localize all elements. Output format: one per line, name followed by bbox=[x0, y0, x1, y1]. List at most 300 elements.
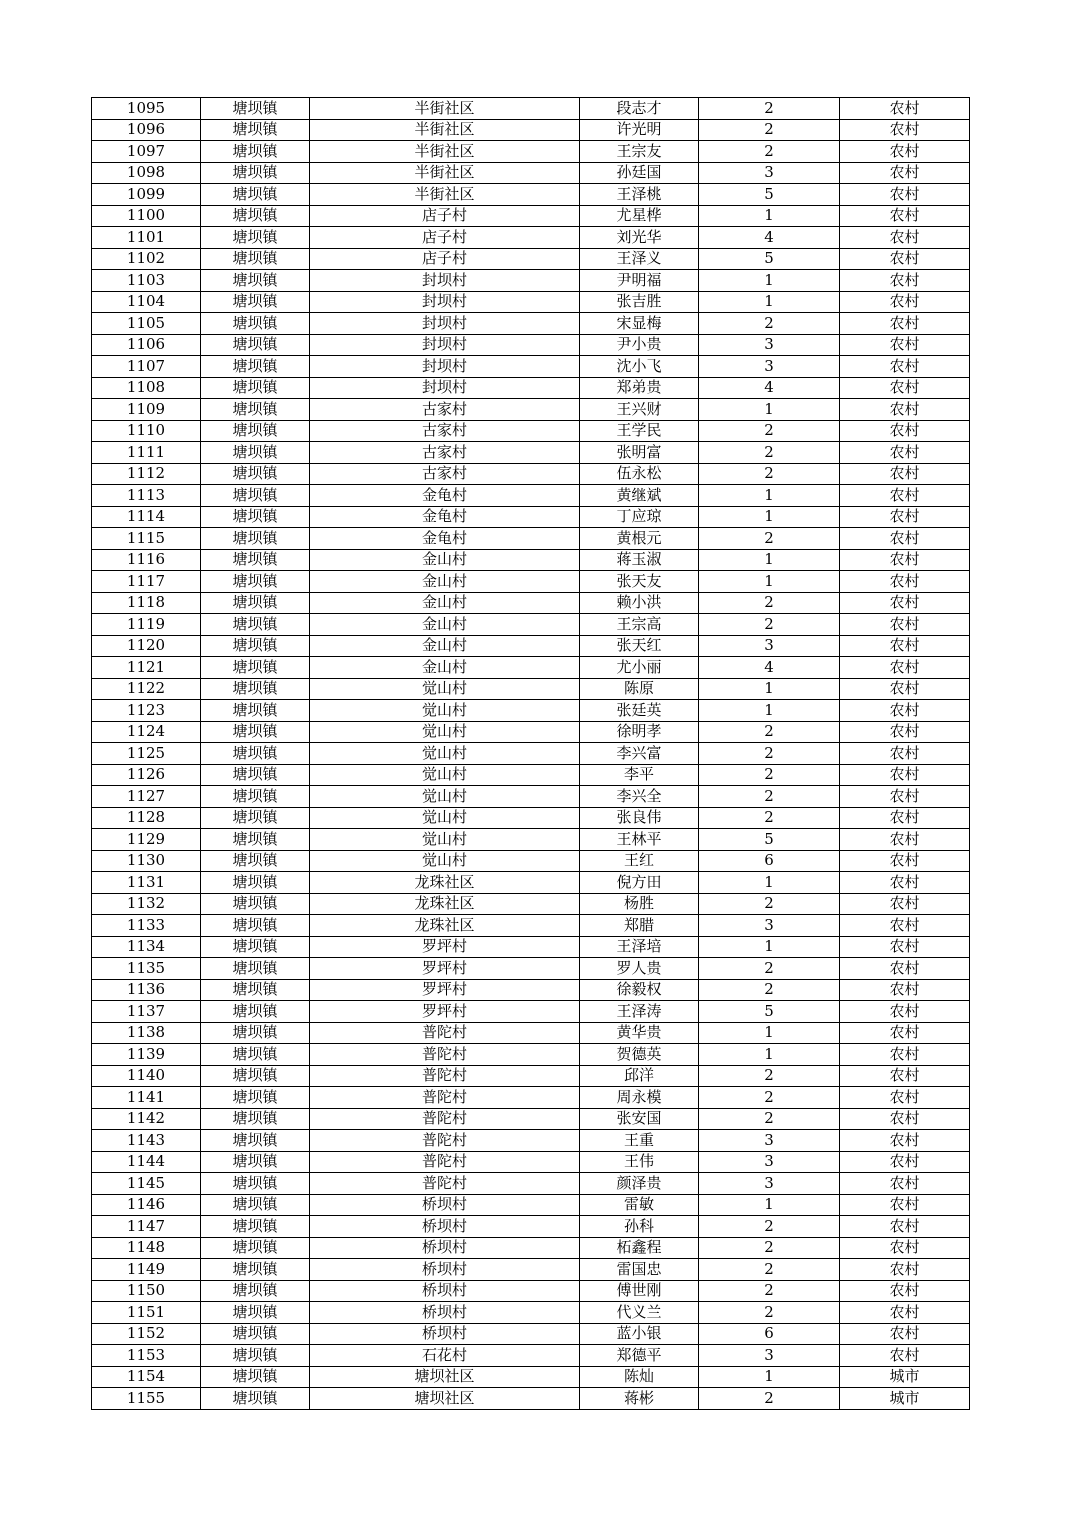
table-row bbox=[92, 721, 970, 743]
area-type-cell: 城市 bbox=[840, 1366, 970, 1388]
village-cell: 罗坪村 bbox=[310, 958, 580, 980]
row-number-cell: 1152 bbox=[92, 1323, 201, 1345]
table-row bbox=[92, 1001, 970, 1023]
household-size-cell: 1 bbox=[699, 270, 840, 292]
town-cell: 塘坝镇 bbox=[201, 98, 310, 120]
village-cell: 桥坝村 bbox=[310, 1280, 580, 1302]
name-cell: 王伟 bbox=[580, 1151, 699, 1173]
table-row bbox=[92, 1259, 970, 1281]
row-number-cell: 1107 bbox=[92, 356, 201, 378]
table-row bbox=[92, 807, 970, 829]
town-cell: 塘坝镇 bbox=[201, 528, 310, 550]
village-cell: 觉山村 bbox=[310, 700, 580, 722]
row-number-cell: 1132 bbox=[92, 893, 201, 915]
row-number-cell: 1119 bbox=[92, 614, 201, 636]
table-row bbox=[92, 1345, 970, 1367]
table-row bbox=[92, 743, 970, 765]
row-number-cell: 1150 bbox=[92, 1280, 201, 1302]
name-cell: 代义兰 bbox=[580, 1302, 699, 1324]
name-cell: 罗人贵 bbox=[580, 958, 699, 980]
area-type-cell: 农村 bbox=[840, 205, 970, 227]
row-number-cell: 1117 bbox=[92, 571, 201, 593]
row-number-cell: 1097 bbox=[92, 141, 201, 163]
village-cell: 金龟村 bbox=[310, 528, 580, 550]
area-type-cell: 农村 bbox=[840, 1216, 970, 1238]
area-type-cell: 农村 bbox=[840, 248, 970, 270]
table-row bbox=[92, 592, 970, 614]
table-row bbox=[92, 549, 970, 571]
row-number-cell: 1145 bbox=[92, 1173, 201, 1195]
table-row bbox=[92, 1194, 970, 1216]
name-cell: 杨胜 bbox=[580, 893, 699, 915]
row-number-cell: 1105 bbox=[92, 313, 201, 335]
village-cell: 普陀村 bbox=[310, 1022, 580, 1044]
row-number-cell: 1120 bbox=[92, 635, 201, 657]
name-cell: 蒋彬 bbox=[580, 1388, 699, 1410]
village-cell: 普陀村 bbox=[310, 1108, 580, 1130]
name-cell: 蒋玉淑 bbox=[580, 549, 699, 571]
town-cell: 塘坝镇 bbox=[201, 1001, 310, 1023]
row-number-cell: 1147 bbox=[92, 1216, 201, 1238]
household-size-cell: 3 bbox=[699, 1130, 840, 1152]
row-number-cell: 1121 bbox=[92, 657, 201, 679]
name-cell: 雷敏 bbox=[580, 1194, 699, 1216]
household-size-cell: 3 bbox=[699, 1345, 840, 1367]
row-number-cell: 1100 bbox=[92, 205, 201, 227]
town-cell: 塘坝镇 bbox=[201, 1044, 310, 1066]
row-number-cell: 1101 bbox=[92, 227, 201, 249]
row-number-cell: 1113 bbox=[92, 485, 201, 507]
household-size-cell: 5 bbox=[699, 184, 840, 206]
village-cell: 金山村 bbox=[310, 592, 580, 614]
household-size-cell: 1 bbox=[699, 549, 840, 571]
table-row bbox=[92, 614, 970, 636]
area-type-cell: 农村 bbox=[840, 1001, 970, 1023]
village-cell: 龙珠社区 bbox=[310, 872, 580, 894]
name-cell: 邱洋 bbox=[580, 1065, 699, 1087]
town-cell: 塘坝镇 bbox=[201, 1259, 310, 1281]
town-cell: 塘坝镇 bbox=[201, 1323, 310, 1345]
town-cell: 塘坝镇 bbox=[201, 334, 310, 356]
area-type-cell: 农村 bbox=[840, 227, 970, 249]
row-number-cell: 1106 bbox=[92, 334, 201, 356]
village-cell: 普陀村 bbox=[310, 1173, 580, 1195]
household-size-cell: 2 bbox=[699, 614, 840, 636]
town-cell: 塘坝镇 bbox=[201, 850, 310, 872]
row-number-cell: 1151 bbox=[92, 1302, 201, 1324]
village-cell: 桥坝村 bbox=[310, 1194, 580, 1216]
table-row bbox=[92, 377, 970, 399]
household-size-cell: 2 bbox=[699, 1065, 840, 1087]
village-cell: 封坝村 bbox=[310, 334, 580, 356]
name-cell: 雷国忠 bbox=[580, 1259, 699, 1281]
household-size-cell: 1 bbox=[699, 1194, 840, 1216]
area-type-cell: 农村 bbox=[840, 119, 970, 141]
row-number-cell: 1115 bbox=[92, 528, 201, 550]
area-type-cell: 农村 bbox=[840, 162, 970, 184]
table-row bbox=[92, 786, 970, 808]
town-cell: 塘坝镇 bbox=[201, 1065, 310, 1087]
town-cell: 塘坝镇 bbox=[201, 807, 310, 829]
village-cell: 觉山村 bbox=[310, 850, 580, 872]
area-type-cell: 农村 bbox=[840, 678, 970, 700]
row-number-cell: 1153 bbox=[92, 1345, 201, 1367]
village-cell: 普陀村 bbox=[310, 1151, 580, 1173]
household-size-cell: 4 bbox=[699, 657, 840, 679]
row-number-cell: 1098 bbox=[92, 162, 201, 184]
area-type-cell: 城市 bbox=[840, 1388, 970, 1410]
row-number-cell: 1130 bbox=[92, 850, 201, 872]
village-cell: 普陀村 bbox=[310, 1087, 580, 1109]
household-size-cell: 2 bbox=[699, 786, 840, 808]
town-cell: 塘坝镇 bbox=[201, 657, 310, 679]
table-row bbox=[92, 420, 970, 442]
village-cell: 金山村 bbox=[310, 614, 580, 636]
village-cell: 半街社区 bbox=[310, 184, 580, 206]
area-type-cell: 农村 bbox=[840, 614, 970, 636]
row-number-cell: 1104 bbox=[92, 291, 201, 313]
town-cell: 塘坝镇 bbox=[201, 1173, 310, 1195]
village-cell: 封坝村 bbox=[310, 377, 580, 399]
town-cell: 塘坝镇 bbox=[201, 119, 310, 141]
village-cell: 桥坝村 bbox=[310, 1302, 580, 1324]
town-cell: 塘坝镇 bbox=[201, 227, 310, 249]
village-cell: 金山村 bbox=[310, 571, 580, 593]
table-row bbox=[92, 1065, 970, 1087]
name-cell: 尤小丽 bbox=[580, 657, 699, 679]
village-cell: 古家村 bbox=[310, 463, 580, 485]
area-type-cell: 农村 bbox=[840, 743, 970, 765]
table-row bbox=[92, 356, 970, 378]
name-cell: 王泽涛 bbox=[580, 1001, 699, 1023]
name-cell: 张廷英 bbox=[580, 700, 699, 722]
household-size-cell: 1 bbox=[699, 205, 840, 227]
household-size-cell: 2 bbox=[699, 807, 840, 829]
village-cell: 金山村 bbox=[310, 657, 580, 679]
table-row bbox=[92, 205, 970, 227]
table-row bbox=[92, 1323, 970, 1345]
town-cell: 塘坝镇 bbox=[201, 936, 310, 958]
household-size-cell: 2 bbox=[699, 313, 840, 335]
name-cell: 赖小洪 bbox=[580, 592, 699, 614]
row-number-cell: 1095 bbox=[92, 98, 201, 120]
table-row bbox=[92, 227, 970, 249]
village-cell: 封坝村 bbox=[310, 356, 580, 378]
town-cell: 塘坝镇 bbox=[201, 592, 310, 614]
table-row bbox=[92, 442, 970, 464]
town-cell: 塘坝镇 bbox=[201, 506, 310, 528]
town-cell: 塘坝镇 bbox=[201, 1280, 310, 1302]
table-row bbox=[92, 141, 970, 163]
area-type-cell: 农村 bbox=[840, 1108, 970, 1130]
area-type-cell: 农村 bbox=[840, 979, 970, 1001]
household-size-cell: 4 bbox=[699, 377, 840, 399]
row-number-cell: 1134 bbox=[92, 936, 201, 958]
area-type-cell: 农村 bbox=[840, 1022, 970, 1044]
household-size-cell: 2 bbox=[699, 442, 840, 464]
town-cell: 塘坝镇 bbox=[201, 979, 310, 1001]
table-row bbox=[92, 958, 970, 980]
household-size-cell: 3 bbox=[699, 635, 840, 657]
area-type-cell: 农村 bbox=[840, 270, 970, 292]
area-type-cell: 农村 bbox=[840, 1194, 970, 1216]
area-type-cell: 农村 bbox=[840, 1065, 970, 1087]
row-number-cell: 1123 bbox=[92, 700, 201, 722]
area-type-cell: 农村 bbox=[840, 141, 970, 163]
town-cell: 塘坝镇 bbox=[201, 678, 310, 700]
town-cell: 塘坝镇 bbox=[201, 1130, 310, 1152]
name-cell: 许光明 bbox=[580, 119, 699, 141]
name-cell: 柘鑫程 bbox=[580, 1237, 699, 1259]
household-size-cell: 1 bbox=[699, 700, 840, 722]
town-cell: 塘坝镇 bbox=[201, 1022, 310, 1044]
village-cell: 塘坝社区 bbox=[310, 1366, 580, 1388]
table-row bbox=[92, 1130, 970, 1152]
name-cell: 王兴财 bbox=[580, 399, 699, 421]
town-cell: 塘坝镇 bbox=[201, 872, 310, 894]
household-size-cell: 2 bbox=[699, 420, 840, 442]
village-cell: 店子村 bbox=[310, 248, 580, 270]
row-number-cell: 1148 bbox=[92, 1237, 201, 1259]
town-cell: 塘坝镇 bbox=[201, 1237, 310, 1259]
household-size-cell: 1 bbox=[699, 506, 840, 528]
area-type-cell: 农村 bbox=[840, 399, 970, 421]
name-cell: 尹明福 bbox=[580, 270, 699, 292]
name-cell: 倪方田 bbox=[580, 872, 699, 894]
table-row bbox=[92, 1302, 970, 1324]
table-row bbox=[92, 485, 970, 507]
area-type-cell: 农村 bbox=[840, 700, 970, 722]
town-cell: 塘坝镇 bbox=[201, 377, 310, 399]
household-size-cell: 2 bbox=[699, 1087, 840, 1109]
row-number-cell: 1099 bbox=[92, 184, 201, 206]
table-row bbox=[92, 1108, 970, 1130]
area-type-cell: 农村 bbox=[840, 592, 970, 614]
table-row bbox=[92, 893, 970, 915]
household-size-cell: 2 bbox=[699, 893, 840, 915]
village-cell: 金山村 bbox=[310, 635, 580, 657]
table-row bbox=[92, 850, 970, 872]
village-cell: 古家村 bbox=[310, 399, 580, 421]
town-cell: 塘坝镇 bbox=[201, 463, 310, 485]
table-row bbox=[92, 635, 970, 657]
area-type-cell: 农村 bbox=[840, 1087, 970, 1109]
town-cell: 塘坝镇 bbox=[201, 1302, 310, 1324]
area-type-cell: 农村 bbox=[840, 291, 970, 313]
name-cell: 张天红 bbox=[580, 635, 699, 657]
name-cell: 王泽培 bbox=[580, 936, 699, 958]
area-type-cell: 农村 bbox=[840, 485, 970, 507]
table-row bbox=[92, 936, 970, 958]
row-number-cell: 1126 bbox=[92, 764, 201, 786]
name-cell: 段志才 bbox=[580, 98, 699, 120]
row-number-cell: 1129 bbox=[92, 829, 201, 851]
area-type-cell: 农村 bbox=[840, 786, 970, 808]
town-cell: 塘坝镇 bbox=[201, 442, 310, 464]
household-size-cell: 6 bbox=[699, 1323, 840, 1345]
town-cell: 塘坝镇 bbox=[201, 721, 310, 743]
area-type-cell: 农村 bbox=[840, 764, 970, 786]
area-type-cell: 农村 bbox=[840, 635, 970, 657]
name-cell: 王林平 bbox=[580, 829, 699, 851]
village-cell: 古家村 bbox=[310, 442, 580, 464]
name-cell: 黄根元 bbox=[580, 528, 699, 550]
town-cell: 塘坝镇 bbox=[201, 420, 310, 442]
area-type-cell: 农村 bbox=[840, 936, 970, 958]
village-cell: 金龟村 bbox=[310, 485, 580, 507]
area-type-cell: 农村 bbox=[840, 1130, 970, 1152]
table-row bbox=[92, 1173, 970, 1195]
household-size-cell: 1 bbox=[699, 872, 840, 894]
household-size-cell: 1 bbox=[699, 291, 840, 313]
village-cell: 桥坝村 bbox=[310, 1323, 580, 1345]
village-cell: 金山村 bbox=[310, 549, 580, 571]
area-type-cell: 农村 bbox=[840, 313, 970, 335]
village-cell: 店子村 bbox=[310, 227, 580, 249]
table-row bbox=[92, 399, 970, 421]
row-number-cell: 1133 bbox=[92, 915, 201, 937]
household-size-cell: 6 bbox=[699, 850, 840, 872]
name-cell: 王泽桃 bbox=[580, 184, 699, 206]
table-row bbox=[92, 829, 970, 851]
table-row bbox=[92, 119, 970, 141]
name-cell: 王红 bbox=[580, 850, 699, 872]
row-number-cell: 1127 bbox=[92, 786, 201, 808]
area-type-cell: 农村 bbox=[840, 958, 970, 980]
town-cell: 塘坝镇 bbox=[201, 356, 310, 378]
household-size-cell: 1 bbox=[699, 1366, 840, 1388]
table-row bbox=[92, 1366, 970, 1388]
village-cell: 罗坪村 bbox=[310, 979, 580, 1001]
household-size-cell: 2 bbox=[699, 141, 840, 163]
town-cell: 塘坝镇 bbox=[201, 571, 310, 593]
row-number-cell: 1149 bbox=[92, 1259, 201, 1281]
village-cell: 半街社区 bbox=[310, 98, 580, 120]
area-type-cell: 农村 bbox=[840, 377, 970, 399]
name-cell: 王宗友 bbox=[580, 141, 699, 163]
household-size-cell: 2 bbox=[699, 463, 840, 485]
area-type-cell: 农村 bbox=[840, 1237, 970, 1259]
name-cell: 郑腊 bbox=[580, 915, 699, 937]
name-cell: 张明富 bbox=[580, 442, 699, 464]
name-cell: 徐明孝 bbox=[580, 721, 699, 743]
row-number-cell: 1139 bbox=[92, 1044, 201, 1066]
town-cell: 塘坝镇 bbox=[201, 549, 310, 571]
village-cell: 觉山村 bbox=[310, 764, 580, 786]
name-cell: 李兴全 bbox=[580, 786, 699, 808]
name-cell: 蓝小银 bbox=[580, 1323, 699, 1345]
household-size-cell: 5 bbox=[699, 829, 840, 851]
area-type-cell: 农村 bbox=[840, 1151, 970, 1173]
row-number-cell: 1140 bbox=[92, 1065, 201, 1087]
household-size-cell: 2 bbox=[699, 1108, 840, 1130]
row-number-cell: 1154 bbox=[92, 1366, 201, 1388]
village-cell: 觉山村 bbox=[310, 743, 580, 765]
row-number-cell: 1118 bbox=[92, 592, 201, 614]
village-cell: 觉山村 bbox=[310, 807, 580, 829]
town-cell: 塘坝镇 bbox=[201, 184, 310, 206]
household-size-cell: 2 bbox=[699, 1280, 840, 1302]
town-cell: 塘坝镇 bbox=[201, 829, 310, 851]
town-cell: 塘坝镇 bbox=[201, 1151, 310, 1173]
table-row bbox=[92, 184, 970, 206]
area-type-cell: 农村 bbox=[840, 528, 970, 550]
area-type-cell: 农村 bbox=[840, 1173, 970, 1195]
table-row bbox=[92, 506, 970, 528]
name-cell: 孙廷国 bbox=[580, 162, 699, 184]
row-number-cell: 1128 bbox=[92, 807, 201, 829]
table-row bbox=[92, 313, 970, 335]
area-type-cell: 农村 bbox=[840, 356, 970, 378]
name-cell: 宋显梅 bbox=[580, 313, 699, 335]
village-cell: 封坝村 bbox=[310, 270, 580, 292]
row-number-cell: 1138 bbox=[92, 1022, 201, 1044]
area-type-cell: 农村 bbox=[840, 184, 970, 206]
village-cell: 封坝村 bbox=[310, 291, 580, 313]
table-row bbox=[92, 98, 970, 120]
household-size-cell: 1 bbox=[699, 936, 840, 958]
household-size-cell: 2 bbox=[699, 958, 840, 980]
area-type-cell: 农村 bbox=[840, 549, 970, 571]
name-cell: 徐毅权 bbox=[580, 979, 699, 1001]
village-cell: 古家村 bbox=[310, 420, 580, 442]
table-row bbox=[92, 1022, 970, 1044]
name-cell: 傅世刚 bbox=[580, 1280, 699, 1302]
name-cell: 颜泽贵 bbox=[580, 1173, 699, 1195]
area-type-cell: 农村 bbox=[840, 829, 970, 851]
table-row bbox=[92, 678, 970, 700]
household-size-cell: 2 bbox=[699, 528, 840, 550]
table-row bbox=[92, 764, 970, 786]
table-row bbox=[92, 1151, 970, 1173]
town-cell: 塘坝镇 bbox=[201, 893, 310, 915]
table-row bbox=[92, 657, 970, 679]
name-cell: 尤星桦 bbox=[580, 205, 699, 227]
area-type-cell: 农村 bbox=[840, 420, 970, 442]
name-cell: 刘光华 bbox=[580, 227, 699, 249]
row-number-cell: 1144 bbox=[92, 1151, 201, 1173]
household-size-cell: 3 bbox=[699, 1151, 840, 1173]
row-number-cell: 1155 bbox=[92, 1388, 201, 1410]
village-cell: 桥坝村 bbox=[310, 1237, 580, 1259]
area-type-cell: 农村 bbox=[840, 657, 970, 679]
town-cell: 塘坝镇 bbox=[201, 1108, 310, 1130]
row-number-cell: 1137 bbox=[92, 1001, 201, 1023]
name-cell: 张安国 bbox=[580, 1108, 699, 1130]
town-cell: 塘坝镇 bbox=[201, 743, 310, 765]
area-type-cell: 农村 bbox=[840, 1345, 970, 1367]
row-number-cell: 1112 bbox=[92, 463, 201, 485]
row-number-cell: 1125 bbox=[92, 743, 201, 765]
table-row bbox=[92, 1388, 970, 1410]
household-size-cell: 2 bbox=[699, 1216, 840, 1238]
row-number-cell: 1122 bbox=[92, 678, 201, 700]
town-cell: 塘坝镇 bbox=[201, 291, 310, 313]
village-cell: 桥坝村 bbox=[310, 1259, 580, 1281]
name-cell: 王宗高 bbox=[580, 614, 699, 636]
household-size-cell: 1 bbox=[699, 571, 840, 593]
household-size-cell: 1 bbox=[699, 678, 840, 700]
town-cell: 塘坝镇 bbox=[201, 248, 310, 270]
village-cell: 石花村 bbox=[310, 1345, 580, 1367]
household-size-cell: 3 bbox=[699, 915, 840, 937]
area-type-cell: 农村 bbox=[840, 807, 970, 829]
name-cell: 李兴富 bbox=[580, 743, 699, 765]
area-type-cell: 农村 bbox=[840, 1259, 970, 1281]
village-cell: 封坝村 bbox=[310, 313, 580, 335]
table-row bbox=[92, 1280, 970, 1302]
village-cell: 龙珠社区 bbox=[310, 893, 580, 915]
